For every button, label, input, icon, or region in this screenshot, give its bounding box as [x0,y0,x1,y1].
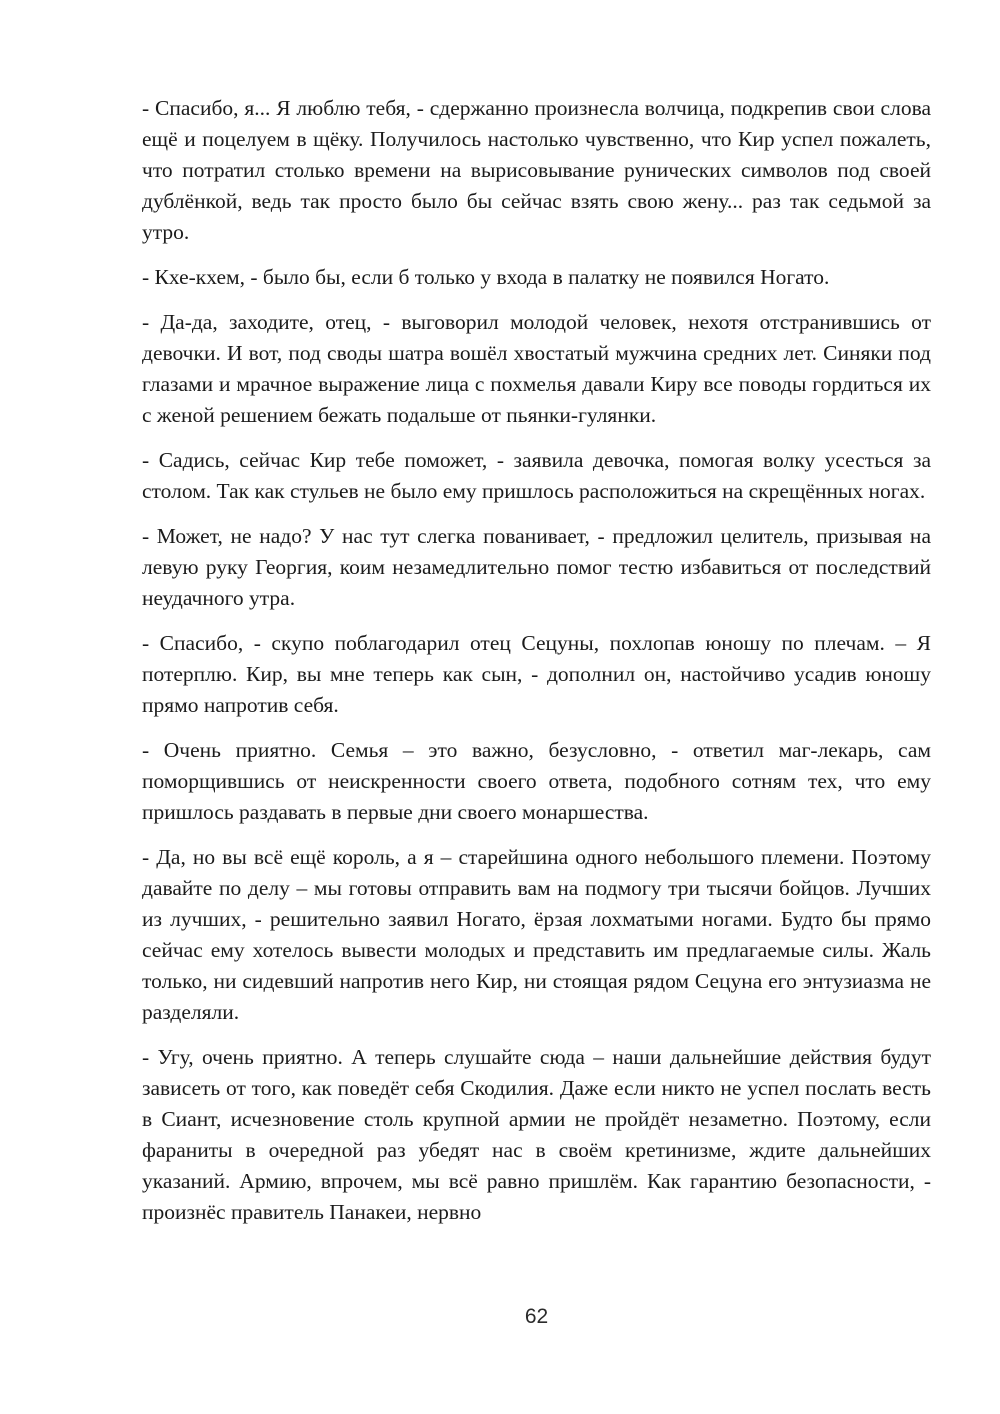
text-block [142,93,931,1242]
paragraph: - Да-да, заходите, отец, - выговорил молодой человек, нехотя отстранившись от девочки. И вот, под своды шатра вошёл хвостатый мужчина средних лет. Синяки под глазами и мрачное выражение лица с похмелья давали Киру все поводы гордиться их с женой решением бежать подальше от пьянки-гулянки. [142,310,931,427]
paragraph: - Садись, сейчас Кир тебе поможет, - заявила девочка, помогая волку усесться за столом. Так как стульев не было ему пришлось расположиться на скрещённых ногах. [142,448,931,503]
paragraph: - Может, не надо? У нас тут слегка пованивает, - предложил целитель, призывая на левую руку Георгия, коим незамедлительно помог тестю избавиться от последствий неудачного утра. [142,524,931,610]
paragraph: - Угу, очень приятно. А теперь слушайте сюда – наши дальнейшие действия будут зависеть от того, как поведёт себя Скодилия. Даже если никто не успел послать весть в Сиант, исчезновение столь крупной армии не пройдёт незаметно. Поэтому, если фараниты в очередной раз убедят нас в своём кретинизме, ждите дальнейших указаний. Армию, впрочем, мы всё равно пришлём. Как гарантию безопасности, - произнёс правитель Панакеи, нервно [142,1045,931,1224]
paragraph: - Спасибо, я... Я люблю тебя, - сдержанно произнесла волчица, подкрепив свои слова ещё и поцелуем в щёку. Получилось настолько чувственно, что Кир успел пожалеть, что потратил столько времени на вырисовывание рунических символов под своей дублёнкой, ведь так просто было бы сейчас взять свою жену... раз так седьмой за утро. [142,96,931,244]
paragraph: - Да, но вы всё ещё король, а я – старейшина одного небольшого племени. Поэтому давайте по делу – мы готовы отправить вам на подмогу три тысячи бойцов. Лучших из лучших, - решительно заявил Ногато, ёрзая лохматыми ногами. Будто бы прямо сейчас ему хотелось вывести молодых и представить им предлагаемые силы. Жаль только, ни сидевший напротив него Кир, ни стоящая рядом Сецуна его энтузиазма не разделяли. [142,845,931,1024]
paragraph: - Спасибо, - скупо поблагодарил отец Сецуны, похлопав юношу по плечам. – Я потерплю. Кир, вы мне теперь как сын, - дополнил он, настойчиво усадив юношу прямо напротив себя. [142,631,931,717]
paragraph: - Очень приятно. Семья – это важно, безусловно, - ответил маг-лекарь, сам поморщившись от неискренности своего ответа, подобного сотням тех, что ему пришлось раздавать в первые дни своего монаршества. [142,738,931,824]
page-number: 62 [524,1305,549,1328]
paragraph: - Кхе-кхем, - было бы, если б только у входа в палатку не появился Ногато. [142,265,830,289]
